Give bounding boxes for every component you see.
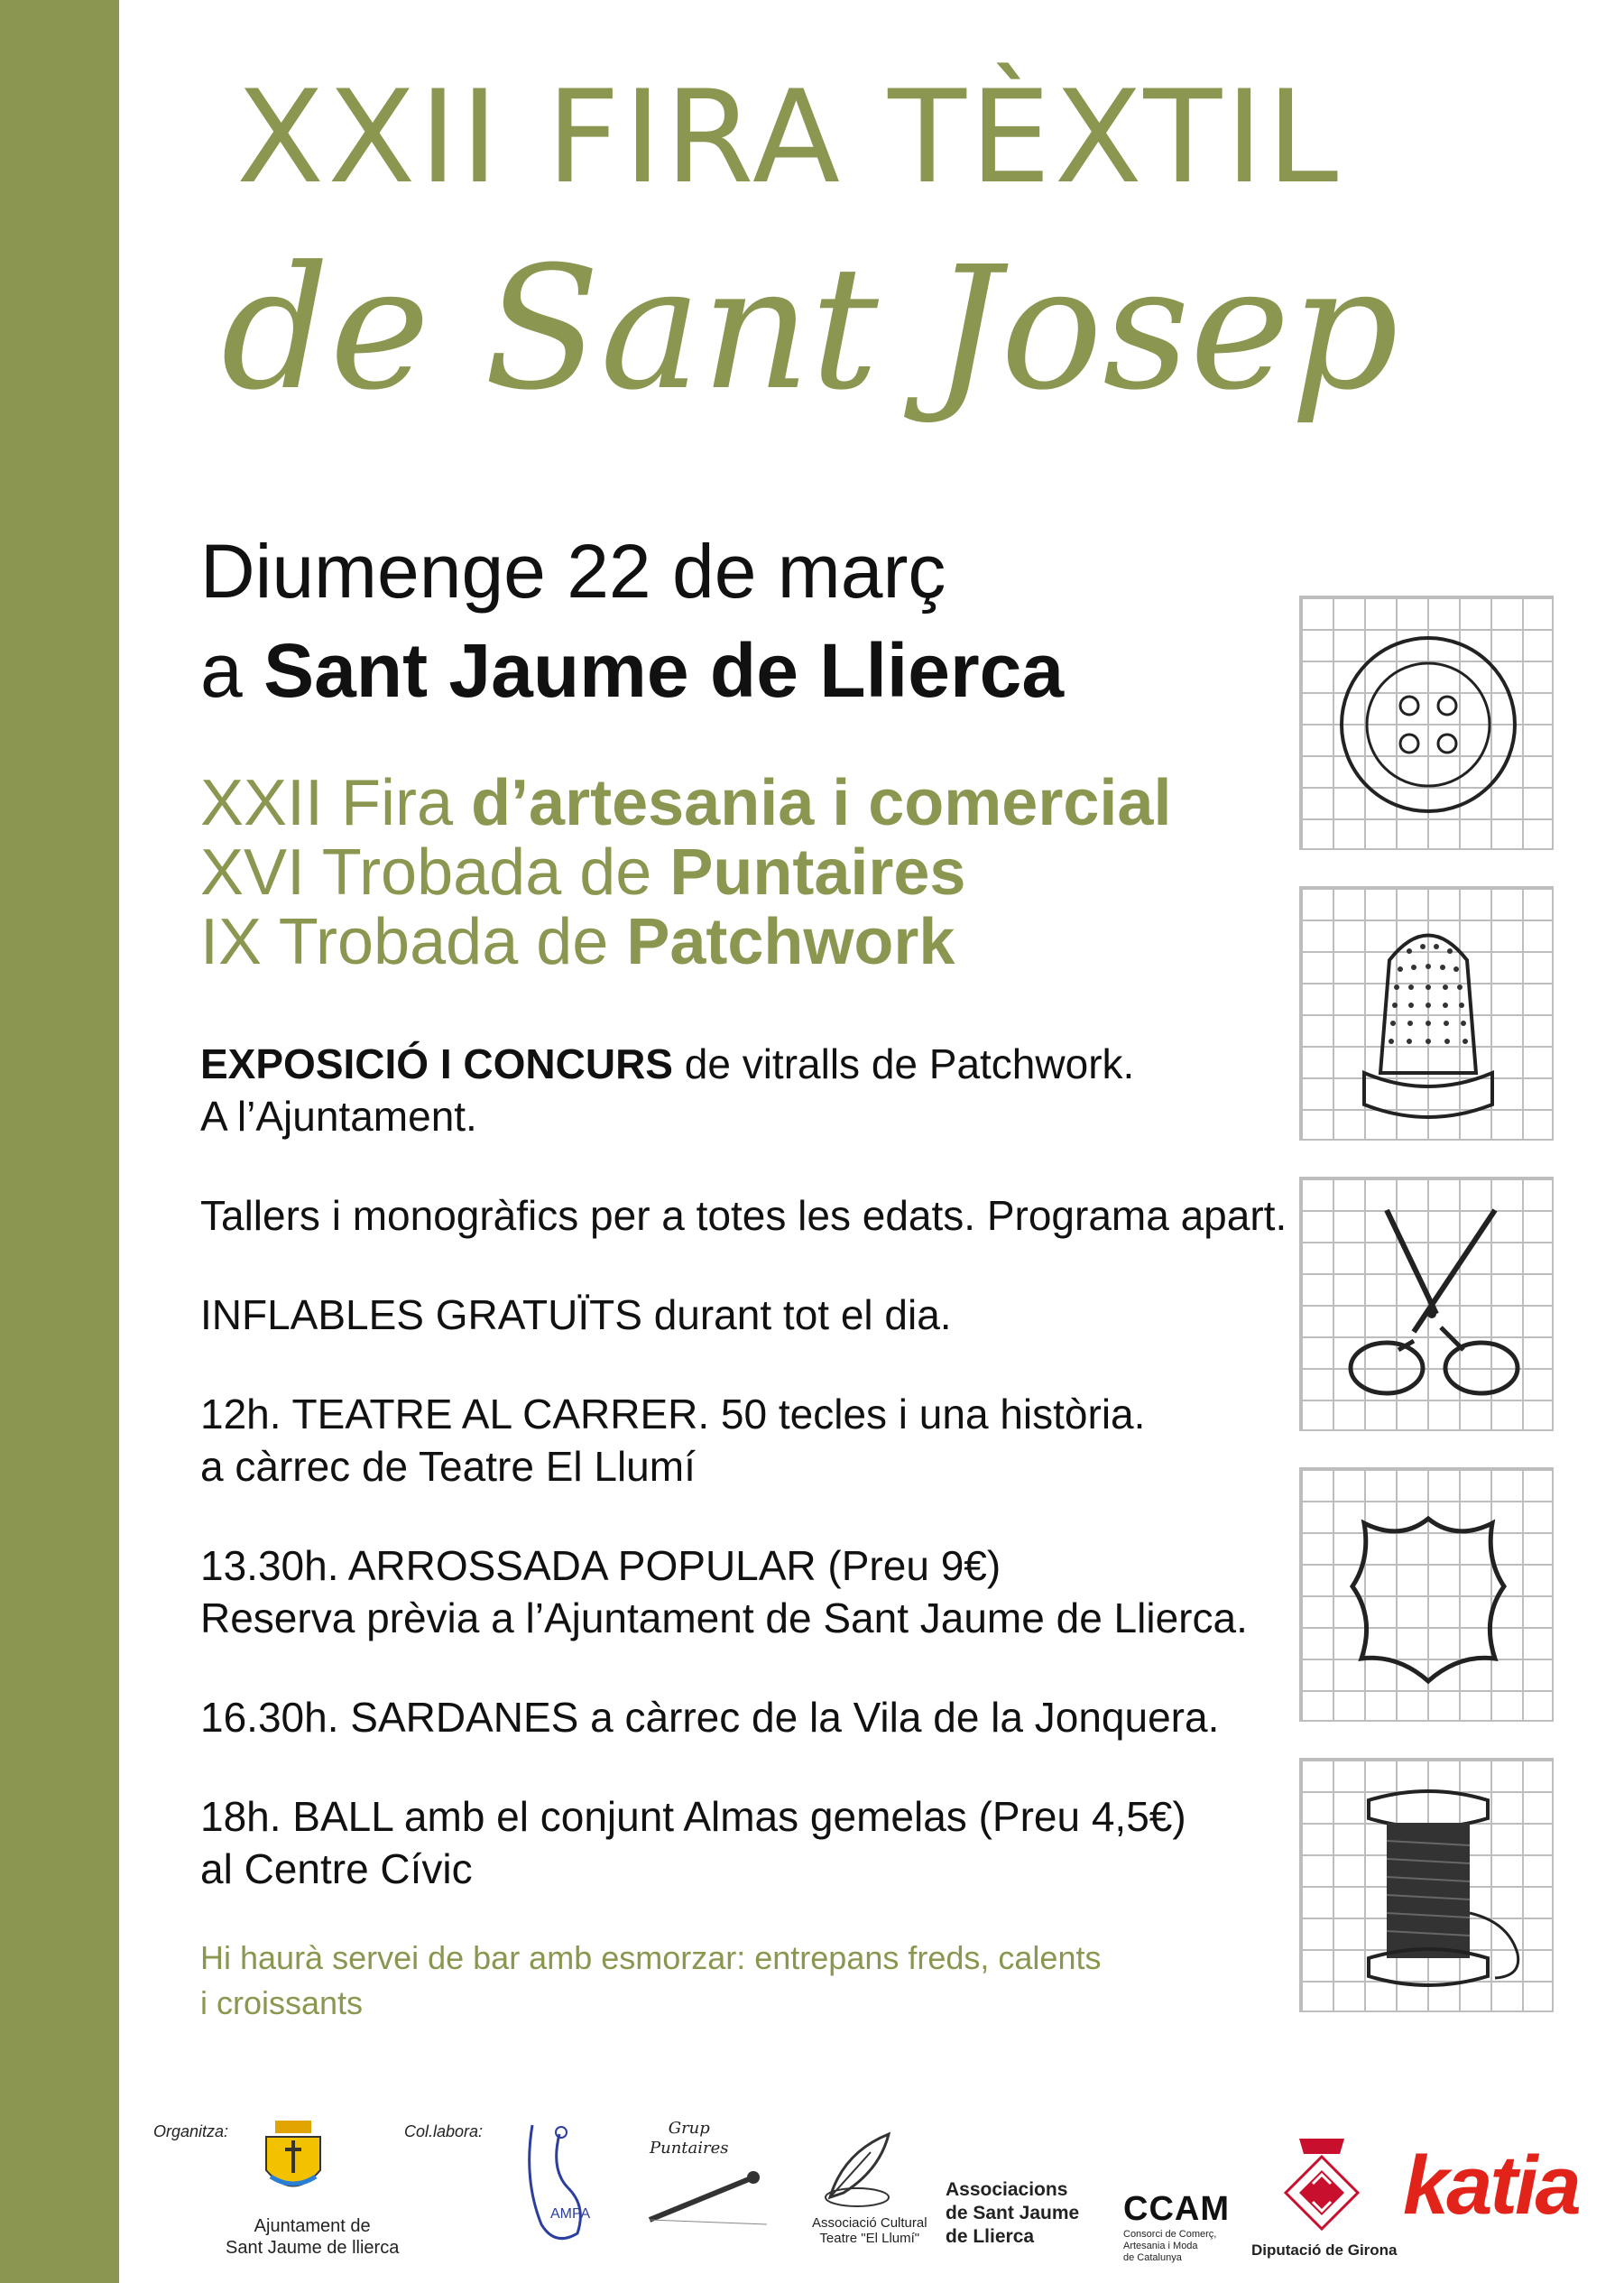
fair-item-highlight: Patchwork <box>626 906 955 978</box>
bar-service-line: Hi haurà servei de bar amb esmorzar: entrepans freds, calents <box>200 1939 1102 1976</box>
feather-quill-icon <box>817 2125 898 2211</box>
associacions-line: Associacions <box>946 2179 1068 2200</box>
ajuntament-shield-logo <box>262 2121 325 2202</box>
ajuntament-logo-text <box>226 2215 399 2259</box>
program-expo-place: A l’Ajuntament. <box>200 1093 477 1140</box>
associacions-line: de Sant Jaume <box>946 2203 1080 2223</box>
leather-patch-icon <box>1299 1467 1554 1722</box>
ampa-logo <box>514 2116 595 2251</box>
katia-logo: katia <box>1403 2140 1579 2232</box>
ccam-subtext <box>1123 2229 1216 2264</box>
assoc-cultural-line: Associació Cultural <box>812 2215 927 2231</box>
ajuntament-logo-line: Ajuntament de <box>254 2216 371 2236</box>
program-expo-title: EXPOSICIÓ I CONCURS <box>200 1040 673 1087</box>
left-color-band <box>0 0 119 2283</box>
fair-item-puntaires <box>200 838 1171 908</box>
event-place-line <box>200 621 1064 720</box>
program-tallers: Tallers i monogràfics per a totes les edats. Programa apart. <box>200 1192 1287 1239</box>
program-teatre-detail: a càrrec de Teatre El Llumí <box>200 1443 696 1490</box>
associacions-logo-text <box>946 2178 1079 2249</box>
fair-item-prefix: XVI Trobada de <box>200 836 670 909</box>
program-sardanes: 16.30h. SARDANES a càrrec de la Vila de la Jonquera. <box>200 1694 1220 1741</box>
scissors-icon <box>1299 1177 1554 1431</box>
ccam-subtext-line: Artesania i Moda <box>1123 2241 1198 2251</box>
poster-title-line1: XXII FIRA TÈXTIL <box>236 63 1343 212</box>
event-place-prefix: a <box>200 628 264 713</box>
assoc-cultural-logo-text <box>812 2215 927 2246</box>
ampa-logo-text: AMPA <box>550 2206 591 2222</box>
thimble-icon <box>1299 886 1554 1141</box>
ccam-logo: CCAM <box>1123 2190 1230 2228</box>
fair-item-prefix: IX Trobada de <box>200 906 627 978</box>
program-teatre: 12h. TEATRE AL CARRER. 50 tecles i una història. <box>200 1391 1146 1437</box>
fairs-list <box>200 769 1171 977</box>
ajuntament-logo-line: Sant Jaume de llierca <box>226 2238 400 2258</box>
bar-service-note <box>200 1936 1101 2026</box>
collabora-label: Col.labora: <box>404 2122 484 2140</box>
event-place: Sant Jaume de Llierca <box>263 628 1065 713</box>
grup-puntaires-logo-text <box>650 2119 729 2158</box>
program-ball-detail: al Centre Cívic <box>200 1845 473 1892</box>
bar-service-line: i croissants <box>200 1984 364 2021</box>
program-arrossada: 13.30h. ARROSSADA POPULAR (Preu 9€) <box>200 1542 1001 1589</box>
grup-puntaires-line: Grup <box>668 2119 710 2138</box>
program-ball: 18h. BALL amb el conjunt Almas gemelas (Preu 4,5€) <box>200 1793 1186 1840</box>
button-icon <box>1299 596 1554 850</box>
event-date-block <box>200 522 1064 720</box>
fair-item-artesania <box>200 769 1171 838</box>
assoc-cultural-line: Teatre "El Llumí" <box>819 2231 920 2246</box>
program-expo-desc: de vitralls de Patchwork. <box>672 1040 1135 1087</box>
program-expo <box>200 1038 1287 1090</box>
diputacio-girona-text: Diputació de Girona <box>1251 2241 1398 2259</box>
fair-item-prefix: XXII Fira <box>200 767 472 839</box>
organitza-label: Organitza: <box>153 2122 229 2140</box>
program-arrossada-detail: Reserva prèvia a l’Ajuntament de Sant Jaume de Llierca. <box>200 1594 1248 1641</box>
bobbin-lace-icon <box>641 2161 776 2229</box>
associacions-line: de Llierca <box>946 2226 1035 2247</box>
event-date: Diumenge 22 de març <box>200 529 946 614</box>
fair-item-highlight: d’artesania i comercial <box>471 767 1172 839</box>
program-inflables: INFLABLES GRATUÏTS durant tot el dia. <box>200 1291 952 1338</box>
ccam-subtext-line: de Catalunya <box>1123 2252 1182 2263</box>
diputacio-girona-shield-logo <box>1281 2134 1362 2233</box>
fair-item-patchwork <box>200 908 1171 977</box>
program-list <box>200 1038 1287 1895</box>
thread-spool-icon <box>1299 1758 1554 2012</box>
sponsors-footer <box>0 2103 1624 2283</box>
fair-item-highlight: Puntaires <box>669 836 966 909</box>
poster-title-line2: de Sant Josep <box>221 230 1399 428</box>
grup-puntaires-line: Puntaires <box>650 2139 729 2158</box>
ccam-subtext-line: Consorci de Comerç, <box>1123 2229 1217 2240</box>
